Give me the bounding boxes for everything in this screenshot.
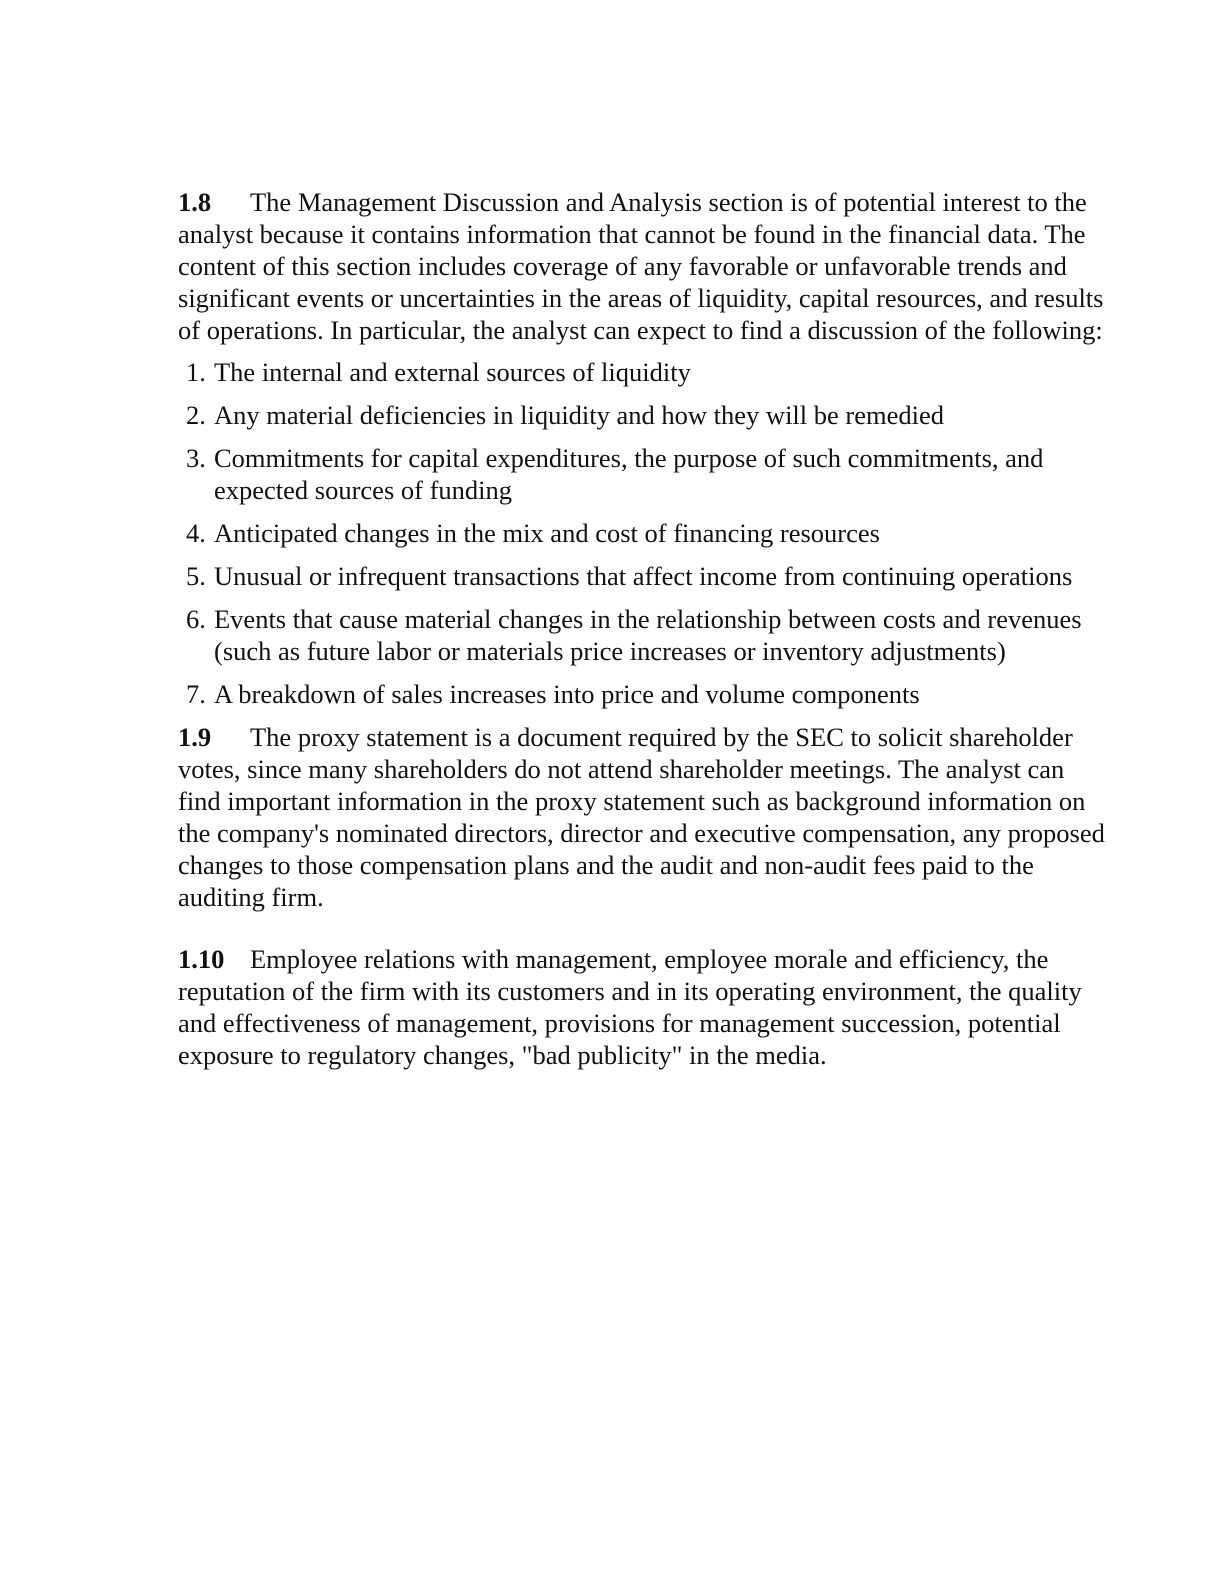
section-text: The Management Discussion and Analysis section is of potential interest to the analyst because it contains information that cannot be found in the financial data. The content of this section includes coverage of any favorable or unfavorable trends and significant events or uncertainties in the areas of liquidity, capital resources, and results of operations. In particular, the analyst can expect to find a discussion of the following: bbox=[178, 187, 1104, 345]
list-item bbox=[178, 678, 1108, 710]
list-item-text: Any material deficiencies in liquidity and how they will be remedied bbox=[214, 400, 945, 430]
list-item-text: Anticipated changes in the mix and cost of financing resources bbox=[214, 518, 880, 548]
list-item-text: Unusual or infrequent transactions that affect income from continuing operations bbox=[214, 561, 1073, 591]
list-item-text: Commitments for capital expenditures, the purpose of such commitments, and expected sources of funding bbox=[214, 443, 1044, 505]
section-1-9 bbox=[178, 721, 1108, 913]
document-page bbox=[178, 186, 1108, 1071]
list-marker: 1. bbox=[186, 357, 206, 387]
list-marker: 4. bbox=[186, 518, 206, 548]
list-item bbox=[178, 517, 1108, 549]
list-item-text: Events that cause material changes in the relationship between costs and revenues (such as future labor or materials price increases or inventory adjustments) bbox=[214, 604, 1082, 666]
section-number: 1.10 bbox=[178, 944, 225, 974]
list-marker: 5. bbox=[186, 561, 206, 591]
section-1-8 bbox=[178, 186, 1108, 346]
list-marker: 6. bbox=[186, 604, 206, 634]
list-marker: 3. bbox=[186, 443, 206, 473]
list-item bbox=[178, 603, 1108, 667]
list-marker: 7. bbox=[186, 679, 206, 709]
section-text: Employee relations with management, employee morale and efficiency, the reputation of the firm with its customers and in its operating environment, the quality and effectiveness of management, provisions for management succession, potential exposure to regulatory changes, "bad publicity" in the media. bbox=[178, 944, 1082, 1070]
section-text: The proxy statement is a document required by the SEC to solicit shareholder votes, since many shareholders do not attend shareholder meetings. The analyst can find important information in the proxy statement such as background information on the company's nominated directors, director and executive compensation, any proposed changes to those compensation plans and the audit and non-audit fees paid to the auditing firm. bbox=[178, 722, 1105, 912]
list-marker: 2. bbox=[186, 400, 206, 430]
list-item-text: The internal and external sources of liquidity bbox=[214, 357, 691, 387]
section-number: 1.9 bbox=[178, 722, 212, 752]
list-item-text: A breakdown of sales increases into price and volume components bbox=[214, 679, 920, 709]
discussion-list bbox=[178, 356, 1108, 710]
list-item bbox=[178, 356, 1108, 388]
list-item bbox=[178, 442, 1108, 506]
list-item bbox=[178, 560, 1108, 592]
list-item bbox=[178, 399, 1108, 431]
section-1-10 bbox=[178, 943, 1108, 1071]
section-number: 1.8 bbox=[178, 187, 212, 217]
